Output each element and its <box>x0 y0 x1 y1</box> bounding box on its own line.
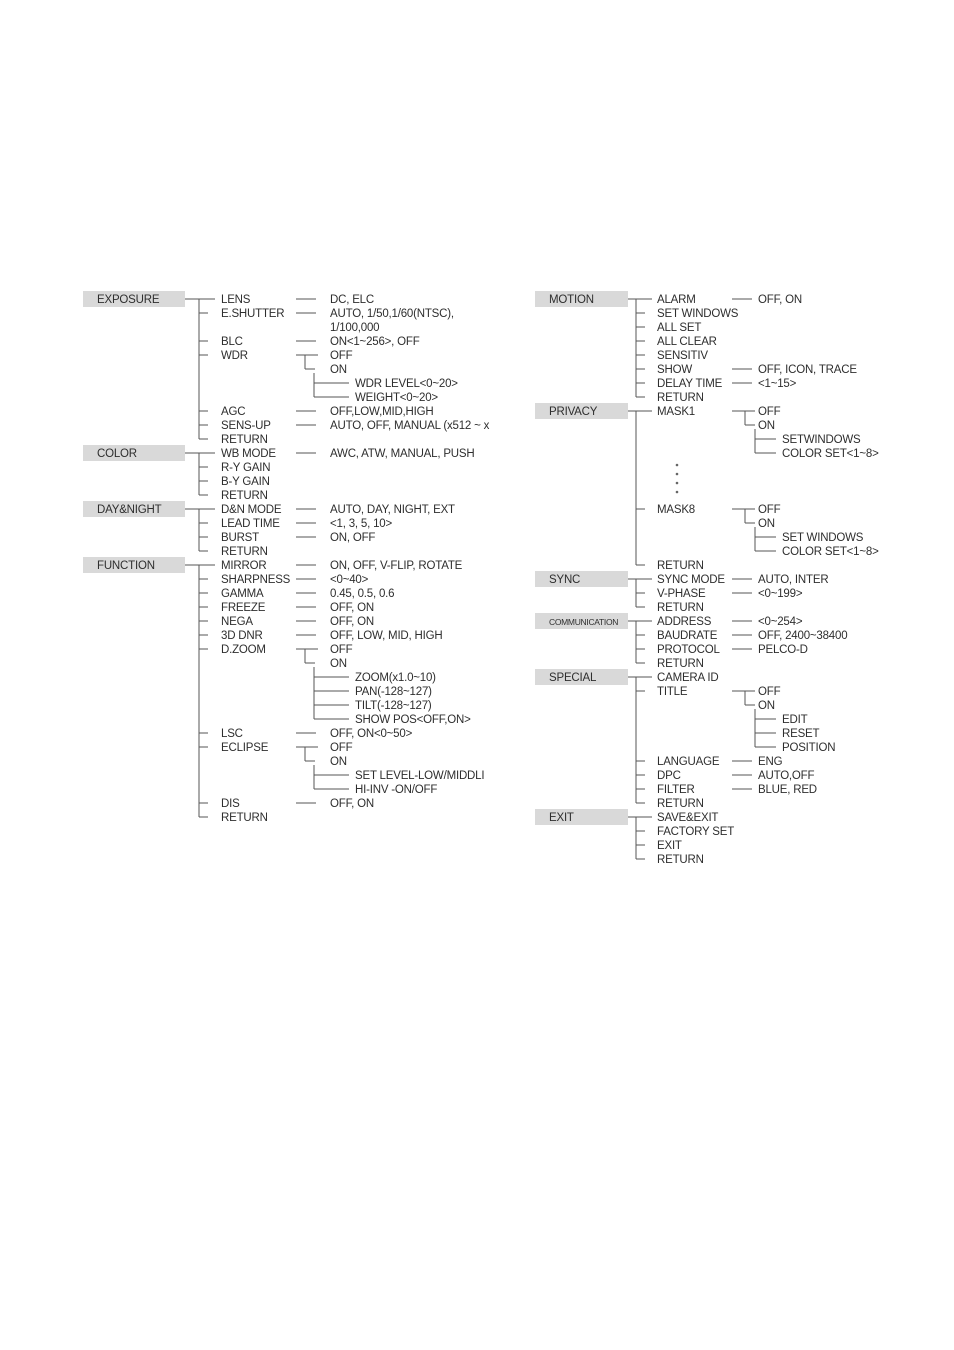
menu-item-label: ALL SET <box>657 322 702 334</box>
menu-item-label: E.SHUTTER <box>221 308 285 320</box>
menu-item-b-y-gain <box>221 476 270 488</box>
menu-item-all-clear <box>657 336 717 348</box>
menu-item-label: GAMMA <box>221 588 264 600</box>
sub-option-label: SHOW POS<OFF,ON> <box>355 714 471 726</box>
menu-item-lens <box>221 294 374 306</box>
menu-item-label: DELAY TIME <box>657 378 723 390</box>
sub-option-label: WDR LEVEL<0~20> <box>355 378 458 390</box>
menu-item-value: ON, OFF, V-FLIP, ROTATE <box>330 560 463 572</box>
menu-item-exit <box>657 840 682 852</box>
menu-item-label: CAMERA ID <box>657 672 719 684</box>
sub-option-label: SET WINDOWS <box>782 532 864 544</box>
menu-item-filter <box>657 784 817 796</box>
menu-category-communication <box>535 613 847 670</box>
menu-item-mask1 <box>657 406 879 460</box>
menu-category-exposure <box>83 291 490 446</box>
sub-option-label: SET LEVEL-LOW/MIDDLI <box>355 770 485 782</box>
menu-item-value: AUTO, DAY, NIGHT, EXT <box>330 504 455 516</box>
menu-category-exit <box>535 809 734 866</box>
branch-option-on: ON <box>758 420 775 432</box>
menu-item-label: ALARM <box>657 294 696 306</box>
menu-item-return <box>657 854 704 866</box>
menu-item-dis <box>221 798 374 810</box>
category-label: DAY&NIGHT <box>97 504 162 516</box>
branch-option-on: ON <box>758 700 775 712</box>
menu-item-gamma <box>221 588 394 600</box>
menu-category-dayandnight <box>83 501 455 558</box>
menu-item-label: D&N MODE <box>221 504 282 516</box>
menu-item-value: OFF, ON <box>330 616 374 628</box>
menu-item-label: BURST <box>221 532 259 544</box>
menu-item-label: WDR <box>221 350 248 362</box>
menu-item-return <box>657 602 704 614</box>
menu-item-factory-set <box>657 826 734 838</box>
menu-item-eclipse <box>221 742 484 796</box>
menu-tree-right-column <box>535 291 879 866</box>
menu-item-value: ENG <box>758 756 783 768</box>
menu-item-label: R-Y GAIN <box>221 462 271 474</box>
menu-item-language <box>657 756 783 768</box>
category-label: PRIVACY <box>549 406 598 418</box>
menu-item-value: ON<1~256>, OFF <box>330 336 420 348</box>
menu-item-label: ECLIPSE <box>221 742 269 754</box>
menu-item-label: SET WINDOWS <box>657 308 739 320</box>
menu-item-value: AUTO,OFF <box>758 770 815 782</box>
menu-tree-left-column <box>83 291 490 824</box>
menu-item-alarm <box>657 294 802 306</box>
menu-item-sync-mode <box>657 574 828 586</box>
menu-item-title <box>657 686 835 754</box>
menu-item-label: EXIT <box>657 840 682 852</box>
menu-item-value: DC, ELC <box>330 294 374 306</box>
menu-item-label: WB MODE <box>221 448 276 460</box>
menu-item-return <box>221 434 268 446</box>
menu-item-burst <box>221 532 375 544</box>
ellipsis-dot <box>676 482 679 485</box>
menu-item-return <box>657 392 704 404</box>
menu-item-label: MASK1 <box>657 406 695 418</box>
menu-item-label: RETURN <box>221 434 268 446</box>
menu-item-label: FILTER <box>657 784 695 796</box>
menu-item-value: <0~199> <box>758 588 803 600</box>
branch-option-on: ON <box>330 364 347 376</box>
menu-item-label: SYNC MODE <box>657 574 725 586</box>
sub-option-label: HI-INV -ON/OFF <box>355 784 438 796</box>
menu-item-label: RETURN <box>657 392 704 404</box>
sub-option-label: EDIT <box>782 714 808 726</box>
menu-item-value: <0~40> <box>330 574 369 586</box>
category-label: FUNCTION <box>97 560 155 572</box>
menu-item-label: LANGUAGE <box>657 756 720 768</box>
menu-item-wdr <box>221 350 458 404</box>
category-label: SYNC <box>549 574 581 586</box>
menu-item-mirror <box>221 560 463 572</box>
menu-item-sharpness <box>221 574 369 586</box>
menu-item-value: BLUE, RED <box>758 784 817 796</box>
menu-item-label: PROTOCOL <box>657 644 720 656</box>
menu-item-value: OFF, ON <box>758 294 802 306</box>
menu-item-value: <1~15> <box>758 378 797 390</box>
menu-item-value: OFF, ON <box>330 602 374 614</box>
menu-item-label: LEAD TIME <box>221 518 280 530</box>
branch-option-off: OFF <box>758 504 781 516</box>
menu-item-label: 3D DNR <box>221 630 263 642</box>
menu-item-label: V-PHASE <box>657 588 706 600</box>
menu-category-privacy <box>535 403 879 572</box>
menu-item-label: DPC <box>657 770 681 782</box>
sub-option-label: PAN(-128~127) <box>355 686 432 698</box>
menu-item-3d-dnr <box>221 630 442 642</box>
sub-option-label: POSITION <box>782 742 836 754</box>
menu-item-all-set <box>657 322 701 334</box>
menu-item-label: MIRROR <box>221 560 267 572</box>
menu-item-value: 0.45, 0.5, 0.6 <box>330 588 395 600</box>
menu-item-set-windows <box>657 308 739 320</box>
menu-item-label: SENS-UP <box>221 420 271 432</box>
menu-item-freeze <box>221 602 374 614</box>
sub-option-label: COLOR SET<1~8> <box>782 546 879 558</box>
menu-item-label: ADDRESS <box>657 616 712 628</box>
menu-item-value: AUTO, INTER <box>758 574 829 586</box>
branch-option-on: ON <box>330 658 347 670</box>
menu-item-value: OFF, ON<0~50> <box>330 728 413 740</box>
sub-option-label: RESET <box>782 728 820 740</box>
sub-option-label: COLOR SET<1~8> <box>782 448 879 460</box>
menu-item-d-zoom <box>221 644 471 726</box>
sub-option-label: ZOOM(x1.0~10) <box>355 672 436 684</box>
sub-option-label: TILT(-128~127) <box>355 700 432 712</box>
sub-option-label: SETWINDOWS <box>782 434 861 446</box>
branch-option-on: ON <box>758 518 775 530</box>
menu-item-label: FREEZE <box>221 602 266 614</box>
menu-item-sens-up <box>221 420 490 432</box>
category-label: COLOR <box>97 448 137 460</box>
menu-item-label: TITLE <box>657 686 688 698</box>
menu-item-return <box>657 560 704 572</box>
menu-item-label: NEGA <box>221 616 253 628</box>
menu-item-mask8 <box>657 504 879 558</box>
menu-category-sync <box>535 571 828 614</box>
menu-item-label: ALL CLEAR <box>657 336 717 348</box>
branch-option-off: OFF <box>330 350 353 362</box>
category-label: COMMUNICATION <box>549 617 619 627</box>
menu-item-camera-id <box>657 672 718 684</box>
menu-item-value: AUTO, 1/50,1/60(NTSC), <box>330 308 454 320</box>
branch-option-off: OFF <box>330 742 353 754</box>
menu-item-return <box>221 546 268 558</box>
menu-item-lead-time <box>221 518 392 530</box>
menu-item-protocol <box>657 644 808 656</box>
menu-category-motion <box>535 291 857 404</box>
menu-item-label: B-Y GAIN <box>221 476 270 488</box>
menu-item-address <box>657 616 803 628</box>
menu-item-baudrate <box>657 630 847 642</box>
menu-item-label: LENS <box>221 294 251 306</box>
menu-item-label: RETURN <box>657 560 704 572</box>
category-label: EXIT <box>549 812 574 824</box>
menu-item-label: MASK8 <box>657 504 695 516</box>
menu-category-function <box>83 557 484 824</box>
menu-item-value: PELCO-D <box>758 644 808 656</box>
menu-item-label: D.ZOOM <box>221 644 266 656</box>
menu-item-label: RETURN <box>657 602 704 614</box>
menu-item-label: RETURN <box>221 812 268 824</box>
menu-item-label: RETURN <box>221 546 268 558</box>
menu-item-value: OFF, ON <box>330 798 374 810</box>
ellipsis-dot <box>676 491 679 494</box>
ellipsis-dots <box>676 464 679 494</box>
menu-item-return <box>221 812 268 824</box>
menu-item-delay-time <box>657 378 797 390</box>
menu-item-label: SAVE&EXIT <box>657 812 719 824</box>
menu-item-value: OFF, ICON, TRACE <box>758 364 857 376</box>
menu-item-lsc <box>221 728 413 740</box>
menu-item-r-y-gain <box>221 462 270 474</box>
menu-item-dpc <box>657 770 815 782</box>
menu-category-special <box>535 669 835 810</box>
category-label: SPECIAL <box>549 672 597 684</box>
menu-item-label: SHOW <box>657 364 692 376</box>
menu-item-label: AGC <box>221 406 246 418</box>
menu-item-value: AUTO, OFF, MANUAL (x512 ~ x <box>330 420 490 432</box>
category-label: EXPOSURE <box>97 294 160 306</box>
menu-item-label: RETURN <box>657 854 704 866</box>
menu-item-value: <0~254> <box>758 616 803 628</box>
branch-option-on: ON <box>330 756 347 768</box>
branch-option-off: OFF <box>330 644 353 656</box>
menu-item-sensitiv <box>657 350 708 362</box>
menu-item-saveandexit <box>657 812 718 824</box>
menu-item-value: OFF,LOW,MID,HIGH <box>330 406 434 418</box>
menu-item-value: 1/100,000 <box>330 322 380 334</box>
menu-item-label: LSC <box>221 728 243 740</box>
menu-item-value: AWC, ATW, MANUAL, PUSH <box>330 448 475 460</box>
menu-item-label: SENSITIV <box>657 350 708 362</box>
category-label: MOTION <box>549 294 594 306</box>
branch-option-off: OFF <box>758 406 781 418</box>
menu-item-value: <1, 3, 5, 10> <box>330 518 392 530</box>
menu-item-agc <box>221 406 434 418</box>
menu-item-label: BLC <box>221 336 243 348</box>
menu-item-label: RETURN <box>657 798 704 810</box>
menu-item-show <box>657 364 857 376</box>
menu-item-label: RETURN <box>221 490 268 502</box>
ellipsis-dot <box>676 464 679 467</box>
menu-item-return <box>657 658 704 670</box>
menu-item-nega <box>221 616 374 628</box>
menu-item-return <box>221 490 268 502</box>
menu-item-label: FACTORY SET <box>657 826 735 838</box>
menu-item-wb-mode <box>221 448 474 460</box>
ellipsis-dot <box>676 473 679 476</box>
menu-item-return <box>657 798 704 810</box>
menu-item-value: OFF, LOW, MID, HIGH <box>330 630 443 642</box>
menu-item-e-shutter <box>221 308 454 334</box>
menu-item-value: OFF, 2400~38400 <box>758 630 848 642</box>
menu-item-label: DIS <box>221 798 240 810</box>
branch-option-off: OFF <box>758 686 781 698</box>
menu-category-color <box>83 445 474 502</box>
menu-item-dandn-mode <box>221 504 455 516</box>
menu-item-label: RETURN <box>657 658 704 670</box>
menu-item-v-phase <box>657 588 803 600</box>
menu-item-label: SHARPNESS <box>221 574 291 586</box>
menu-item-blc <box>221 336 420 348</box>
menu-item-value: ON, OFF <box>330 532 376 544</box>
sub-option-label: WEIGHT<0~20> <box>355 392 438 404</box>
menu-item-label: BAUDRATE <box>657 630 718 642</box>
